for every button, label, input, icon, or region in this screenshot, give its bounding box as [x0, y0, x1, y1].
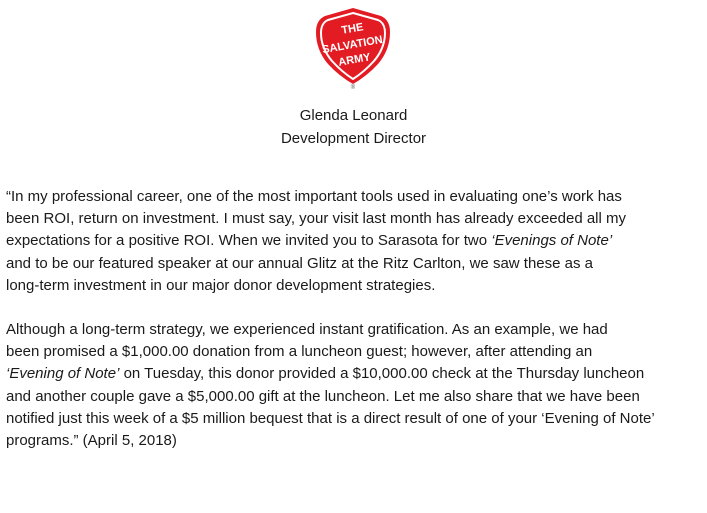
quote-line	[6, 408, 706, 430]
quote-text: expectations for a positive ROI. When we invited you to Sarasota for two	[6, 232, 492, 250]
quote-line	[6, 319, 706, 341]
logo-text-army: ARMY	[337, 51, 372, 69]
quote-line	[6, 430, 706, 452]
paragraph-spacer	[6, 297, 706, 319]
person-name: Glenda Leonard	[299, 107, 408, 124]
quote-line	[6, 363, 706, 385]
quote-line	[6, 253, 706, 275]
quote-text: been promised a $1,000.00 donation from a luncheon guest; however, after attending an	[6, 343, 593, 361]
registered-mark: ®	[350, 85, 356, 90]
quote-text: Although a long-term strategy, we experienced instant gratification. As an example, we had	[6, 321, 608, 339]
quote-text: programs.” (April 5, 2018)	[6, 432, 177, 450]
quote-text: on Tuesday, this donor provided a $10,000.00 check at the Thursday luncheon	[119, 365, 645, 383]
testimonial-quote	[6, 186, 706, 452]
logo-text-salvation: SALVATION	[321, 33, 384, 57]
quote-line	[6, 186, 706, 208]
quote-line	[6, 208, 706, 230]
quote-line	[6, 386, 706, 408]
quote-line	[6, 230, 706, 252]
quote-paragraph-1	[6, 186, 706, 297]
signature-header	[0, 104, 707, 150]
event-name-italic: ‘Evenings of Note’	[491, 232, 613, 250]
quote-paragraph-2	[6, 319, 706, 452]
quote-text: long-term investment in our major donor development strategies.	[6, 276, 436, 294]
quote-text: and to be our featured speaker at our annual Glitz at the Ritz Carlton, we saw these as a	[6, 254, 593, 272]
quote-text: notified just this week of a $5 million bequest that is a direct result of one of your ‘Evening of Note’	[6, 409, 655, 427]
quote-text: been ROI, return on investment. I must say, your visit last month has already exceeded all my	[6, 210, 627, 228]
quote-text: “In my professional career, one of the most important tools used in evaluating one’s work has	[6, 188, 622, 205]
person-title: Development Director	[280, 130, 427, 147]
logo-text-the: THE	[340, 21, 365, 37]
quote-text: and another couple gave a $5,000.00 gift at the luncheon. Let me also share that we have been	[6, 387, 640, 405]
event-name-italic: ‘Evening of Note’	[6, 365, 120, 383]
quote-line	[6, 275, 706, 297]
quote-line	[6, 341, 706, 363]
salvation-army-shield-logo	[312, 6, 394, 90]
